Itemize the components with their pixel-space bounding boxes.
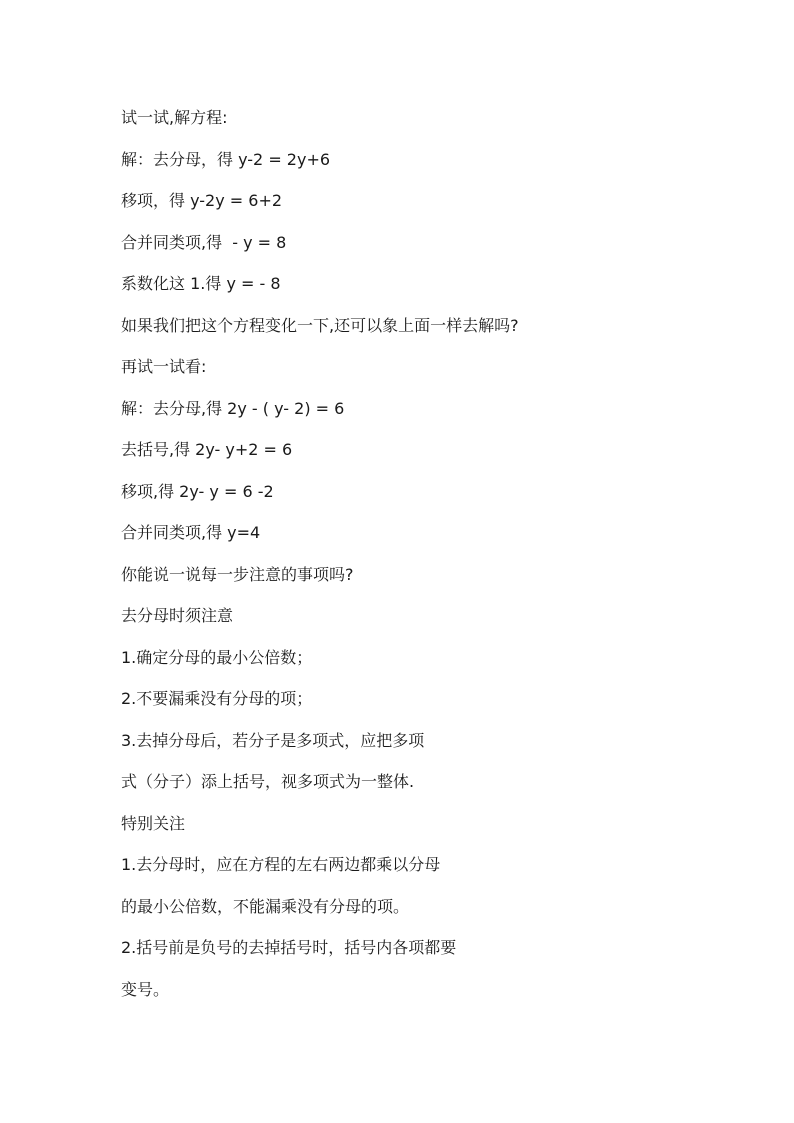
text-line-note-2: 2.不要漏乘没有分母的项； [121,689,313,708]
text-line-attention-1: 1.去分母时，应在方程的左右两边都乘以分母 [121,855,441,874]
text-line-second-solution-step-2: 去括号,得 2y- y+2 = 6 [121,440,293,459]
text-line-attention-1-continued: 的最小公倍数，不能漏乘没有分母的项。 [121,896,410,916]
text-line-try-again: 再试一试看: [121,357,207,376]
text-line-attention-2-continued: 变号。 [121,979,170,999]
text-line-note-3: 3.去掉分母后，若分子是多项式，应把多项 [121,730,425,750]
text-line-second-solution-step-1: 解：去分母,得 2y - ( y- 2) = 6 [121,398,345,418]
text-line-second-solution-step-3: 移项,得 2y- y = 6 -2 [121,481,274,501]
text-line-attention-2: 2.括号前是负号的去掉括号时，括号内各项都要 [121,938,457,957]
text-line-solution-step-2: 移项，得 y-2y = 6+2 [121,191,283,210]
text-line-solution-step-4: 系数化这 1.得 y = - 8 [121,274,281,293]
text-line-special-attention-heading: 特别关注 [121,813,186,833]
text-line-note-1: 1.确定分母的最小公倍数； [121,647,313,667]
text-line-solution-step-1: 解：去分母，得 y-2 = 2y+6 [121,149,331,169]
text-line-second-solution-step-4: 合并同类项,得 y=4 [121,523,261,542]
text-line-title: 试一试,解方程: [121,108,228,127]
text-line-solution-step-3: 合并同类项,得 - y = 8 [121,232,287,252]
text-line-question: 如果我们把这个方程变化一下,还可以象上面一样去解吗? [121,315,519,335]
text-line-notes-heading: 去分母时须注意 [121,606,234,625]
text-line-note-3-continued: 式（分子）添上括号，视多项式为一整体. [121,772,415,791]
document-body [121,104,741,1017]
text-line-discussion-question: 你能说一说每一步注意的事项吗? [121,564,354,584]
